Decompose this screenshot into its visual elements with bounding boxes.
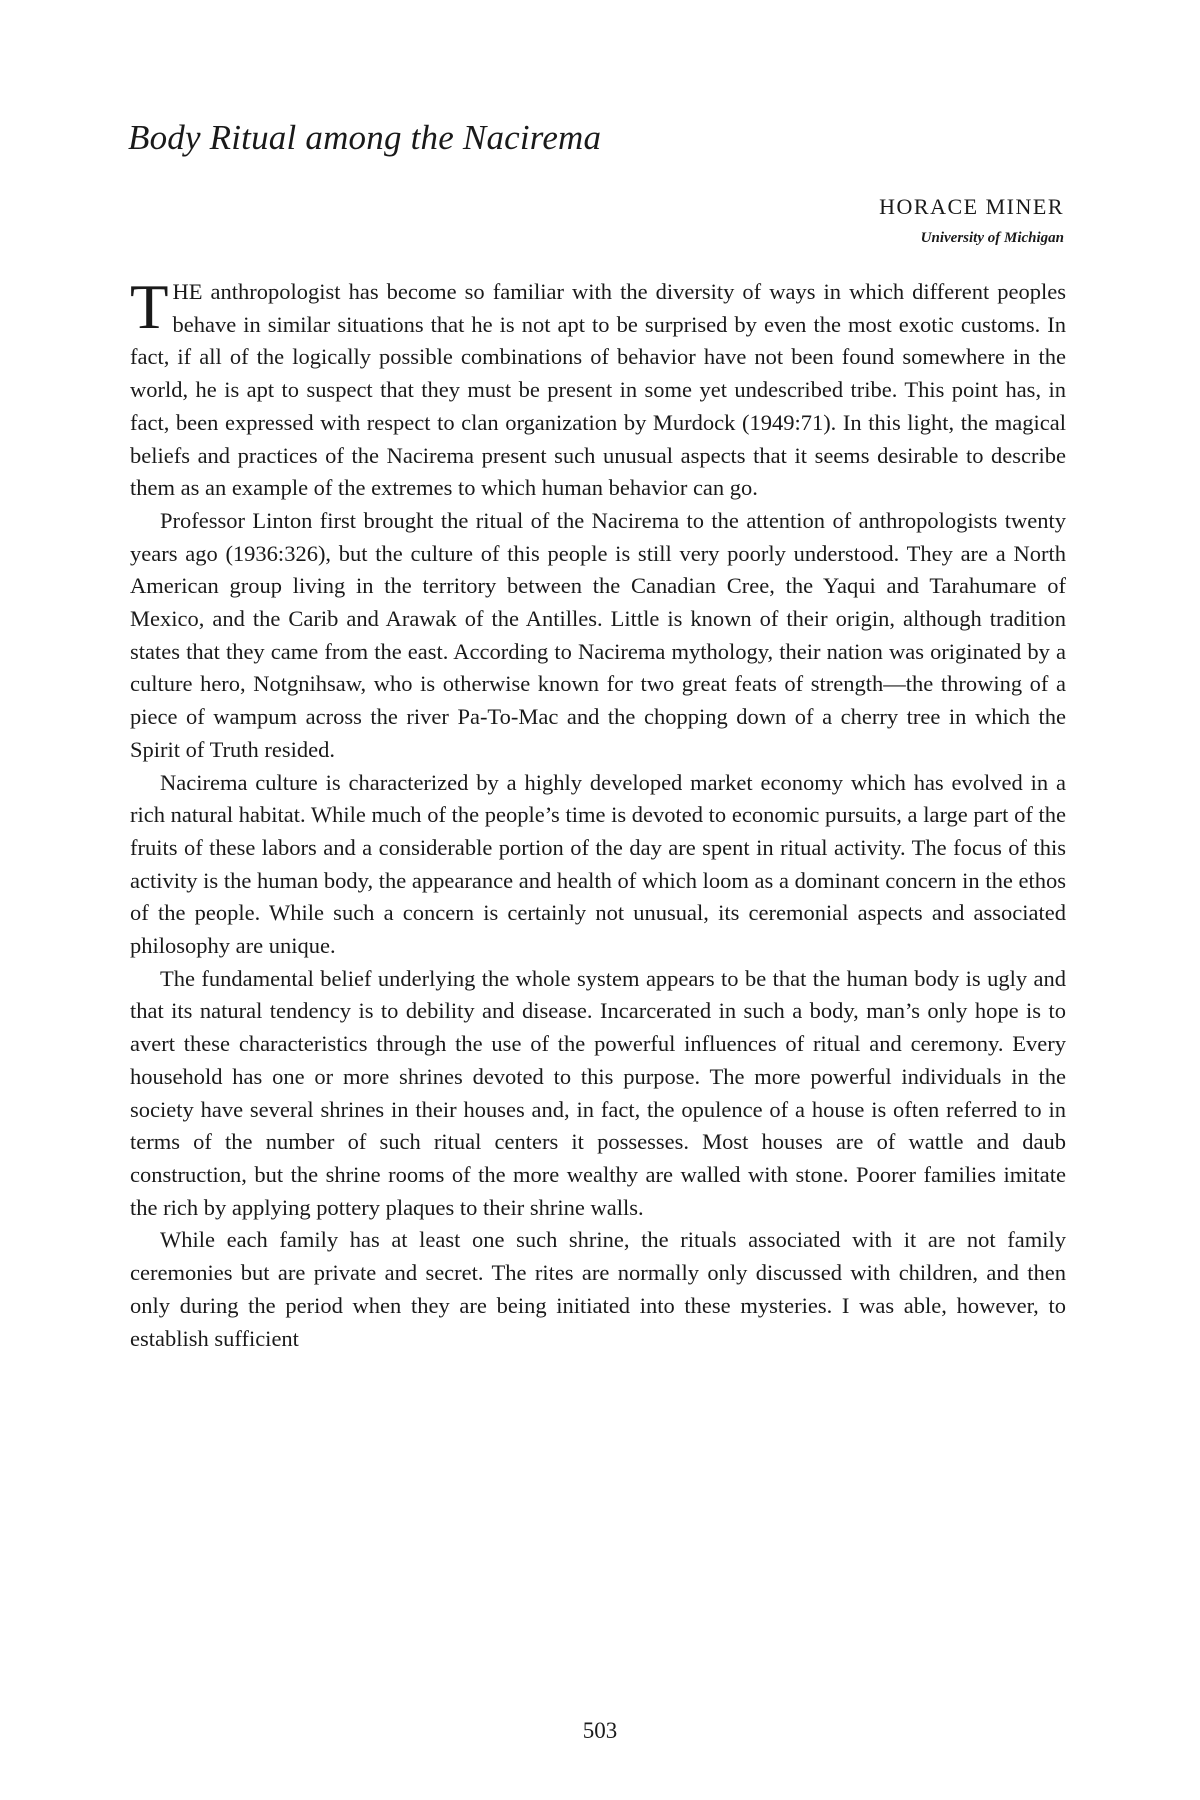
paragraph-4: The fundamental belief underlying the whole system appears to be that the human body is ugly and that its natural tendency is to debility and disease. Incarcerated in such a body, man’s only hope is to avert these characteristics through the use of the powerful influences of ritual and ceremony. Every household has one or more shrines devoted to this purpose. The more powerful individuals in the society have several shrines in their houses and, in fact, the opulence of a house is often referred to in terms of the number of such ritual centers it possesses. Most houses are of wattle and daub construction, but the shrine rooms of the more wealthy are walled with stone. Poorer families imitate the rich by applying pottery plaques to their shrine walls.	[130, 965, 1066, 1220]
drop-cap: T	[130, 272, 169, 342]
page-number: 503	[582, 1718, 618, 1743]
article-body	[130, 272, 1066, 1355]
author-name: HORACE MINER	[879, 194, 1064, 219]
paragraph-1	[130, 272, 1066, 505]
paragraph-5: While each family has at least one such shrine, the rituals associated with it are not family ceremonies but are private and secret. The rites are normally only discussed with children, and then only during the period when they are being initiated into these mysteries. I was able, however, to establish sufficient	[130, 1227, 1066, 1351]
paragraph-2: Professor Linton first brought the ritual of the Nacirema to the attention of anthropologists twenty years ago (1936:326), but the culture of this people is still very poorly understood. They are a North American group living in the territory between the Canadian Cree, the Yaqui and Tarahumare of Mexico, and the Carib and Arawak of the Antilles. Little is known of their origin, although tradition states that they came from the east. According to Nacirema mythology, their nation was originated by a culture hero, Notgnihsaw, who is otherwise known for two great feats of strength—the throwing of a piece of wampum across the river Pa-To-Mac and the chopping down of a cherry tree in which the Spirit of Truth resided.	[130, 507, 1066, 762]
author-affiliation: University of Michigan	[920, 230, 1064, 246]
paragraph-1-text: HE anthropologist has become so familiar with the diversity of ways in which different peoples behave in similar situations that he is not apt to be surprised by even the most exotic customs. In fact, if all of the logically possible combinations of behavior have not been found somewhere in the world, he is apt to suspect that they must be present in some yet undescribed tribe. This point has, in fact, been expressed with respect to clan organization by Murdock (1949:71). In this light, the magical beliefs and practices of the Nacirema present such unusual aspects that it seems desirable to describe them as an example of the extremes to which human behavior can go.	[130, 279, 1066, 501]
article-title: Body Ritual among the Nacirema	[128, 118, 602, 157]
paragraph-3: Nacirema culture is characterized by a highly developed market economy which has evolved in a rich natural habitat. While much of the people’s time is devoted to economic pursuits, a large part of the fruits of these labors and a considerable portion of the day are spent in ritual activity. The focus of this activity is the human body, the appearance and health of which loom as a dominant concern in the ethos of the people. While such a concern is certainly not unusual, its ceremonial aspects and associated philosophy are unique.	[130, 769, 1066, 959]
